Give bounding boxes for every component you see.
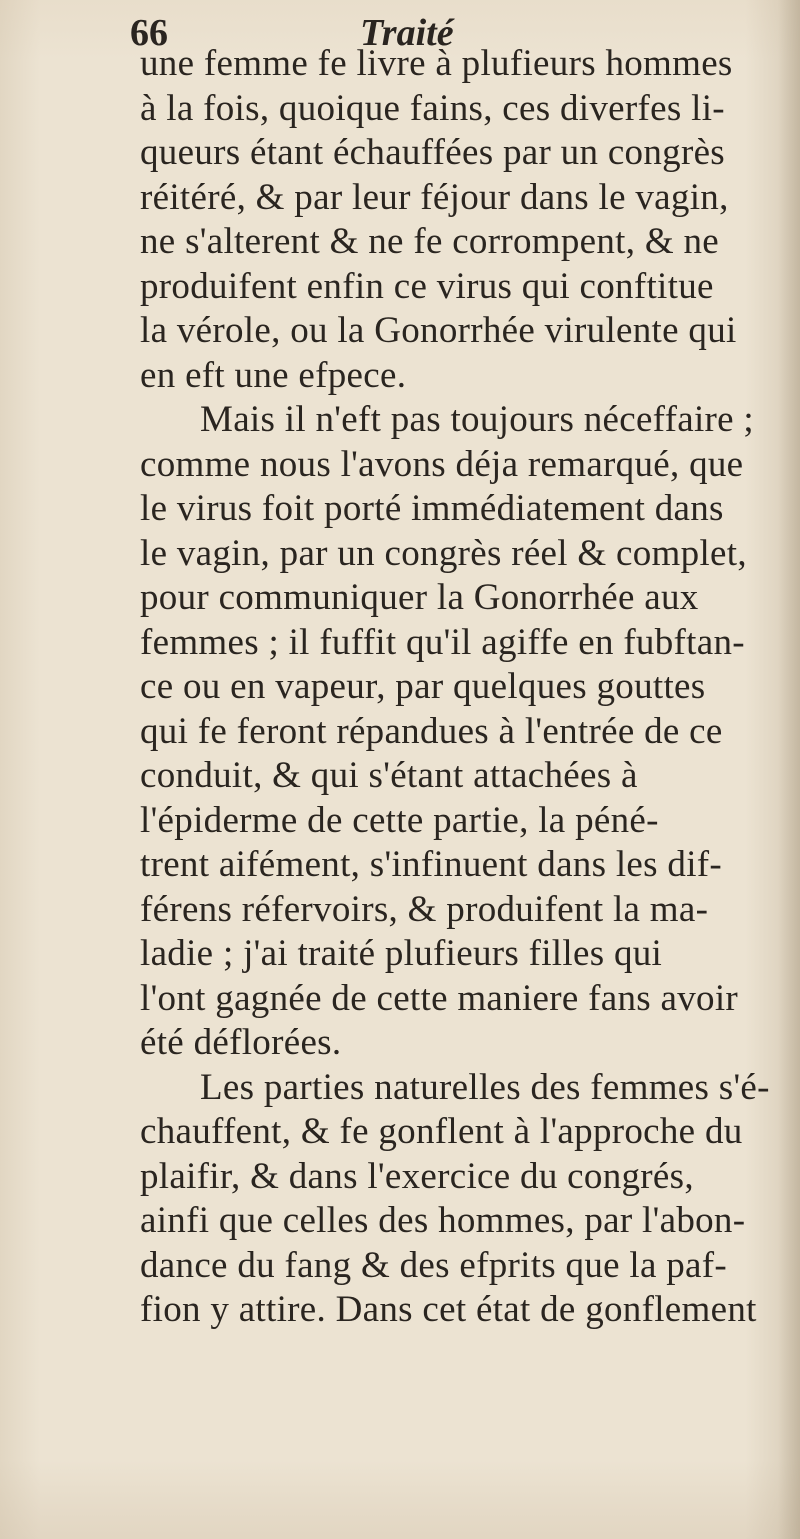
text-line: fion y attire. Dans cet état de gonflement <box>140 1289 757 1330</box>
text-line: pour communiquer la Gonorrhée aux <box>140 577 699 618</box>
text-line: une femme fe livre à plufieurs hommes <box>140 43 733 84</box>
text-line: plaifir, & dans l'exercice du congrés, <box>140 1155 694 1197</box>
text-line: en eft une efpece. <box>140 354 407 396</box>
text-line: conduit, & qui s'étant attachées à <box>140 755 638 796</box>
text-line: ainfi que celles des hommes, par l'abon- <box>140 1200 746 1241</box>
body-text <box>140 42 780 1333</box>
running-title: Traité <box>360 12 454 54</box>
text-line: femmes ; il fuffit qu'il agiffe en fubftan- <box>140 621 745 663</box>
text-line: ne s'alterent & ne fe corrompent, & ne <box>140 221 720 262</box>
text-line: à la fois, quoique fains, ces diverfes li- <box>140 87 725 129</box>
page-number: 66 <box>130 12 168 54</box>
paragraph-start-line: Les parties naturelles des femmes s'é- <box>200 1066 770 1108</box>
text-line: produifent enfin ce virus qui conftitue <box>140 265 714 307</box>
text-line: qui fe feront répandues à l'entrée de ce <box>140 710 723 752</box>
text-line: ladie ; j'ai traité plufieurs filles qui <box>140 933 663 974</box>
text-line: réitéré, & par leur féjour dans le vagin, <box>140 176 729 218</box>
text-line: ce ou en vapeur, par quelques gouttes <box>140 666 706 707</box>
text-line: comme nous l'avons déja remarqué, que <box>140 443 744 485</box>
text-line: dance du fang & des efprits que la paf- <box>140 1244 728 1286</box>
page-edge-shadow <box>778 0 800 1539</box>
paragraph-start-line: Mais il n'eft pas toujours néceffaire ; <box>200 399 755 440</box>
text-line: l'ont gagnée de cette maniere fans avoir <box>140 977 739 1019</box>
text-line: l'épiderme de cette partie, la péné- <box>140 799 659 841</box>
text-line: été déflorées. <box>140 1022 342 1063</box>
text-line: trent aifément, s'infinuent dans les dif- <box>140 844 723 885</box>
text-line: queurs étant échauffées par un congrès <box>140 132 725 173</box>
text-line: chauffent, & fe gonflent à l'approche du <box>140 1111 743 1152</box>
text-line: férens réfervoirs, & produifent la ma- <box>140 888 709 930</box>
text-line: le vagin, par un congrès réel & complet, <box>140 532 747 574</box>
text-line: le virus foit porté immédiatement dans <box>140 488 724 529</box>
text-line: la vérole, ou la Gonorrhée virulente qui <box>140 310 737 351</box>
